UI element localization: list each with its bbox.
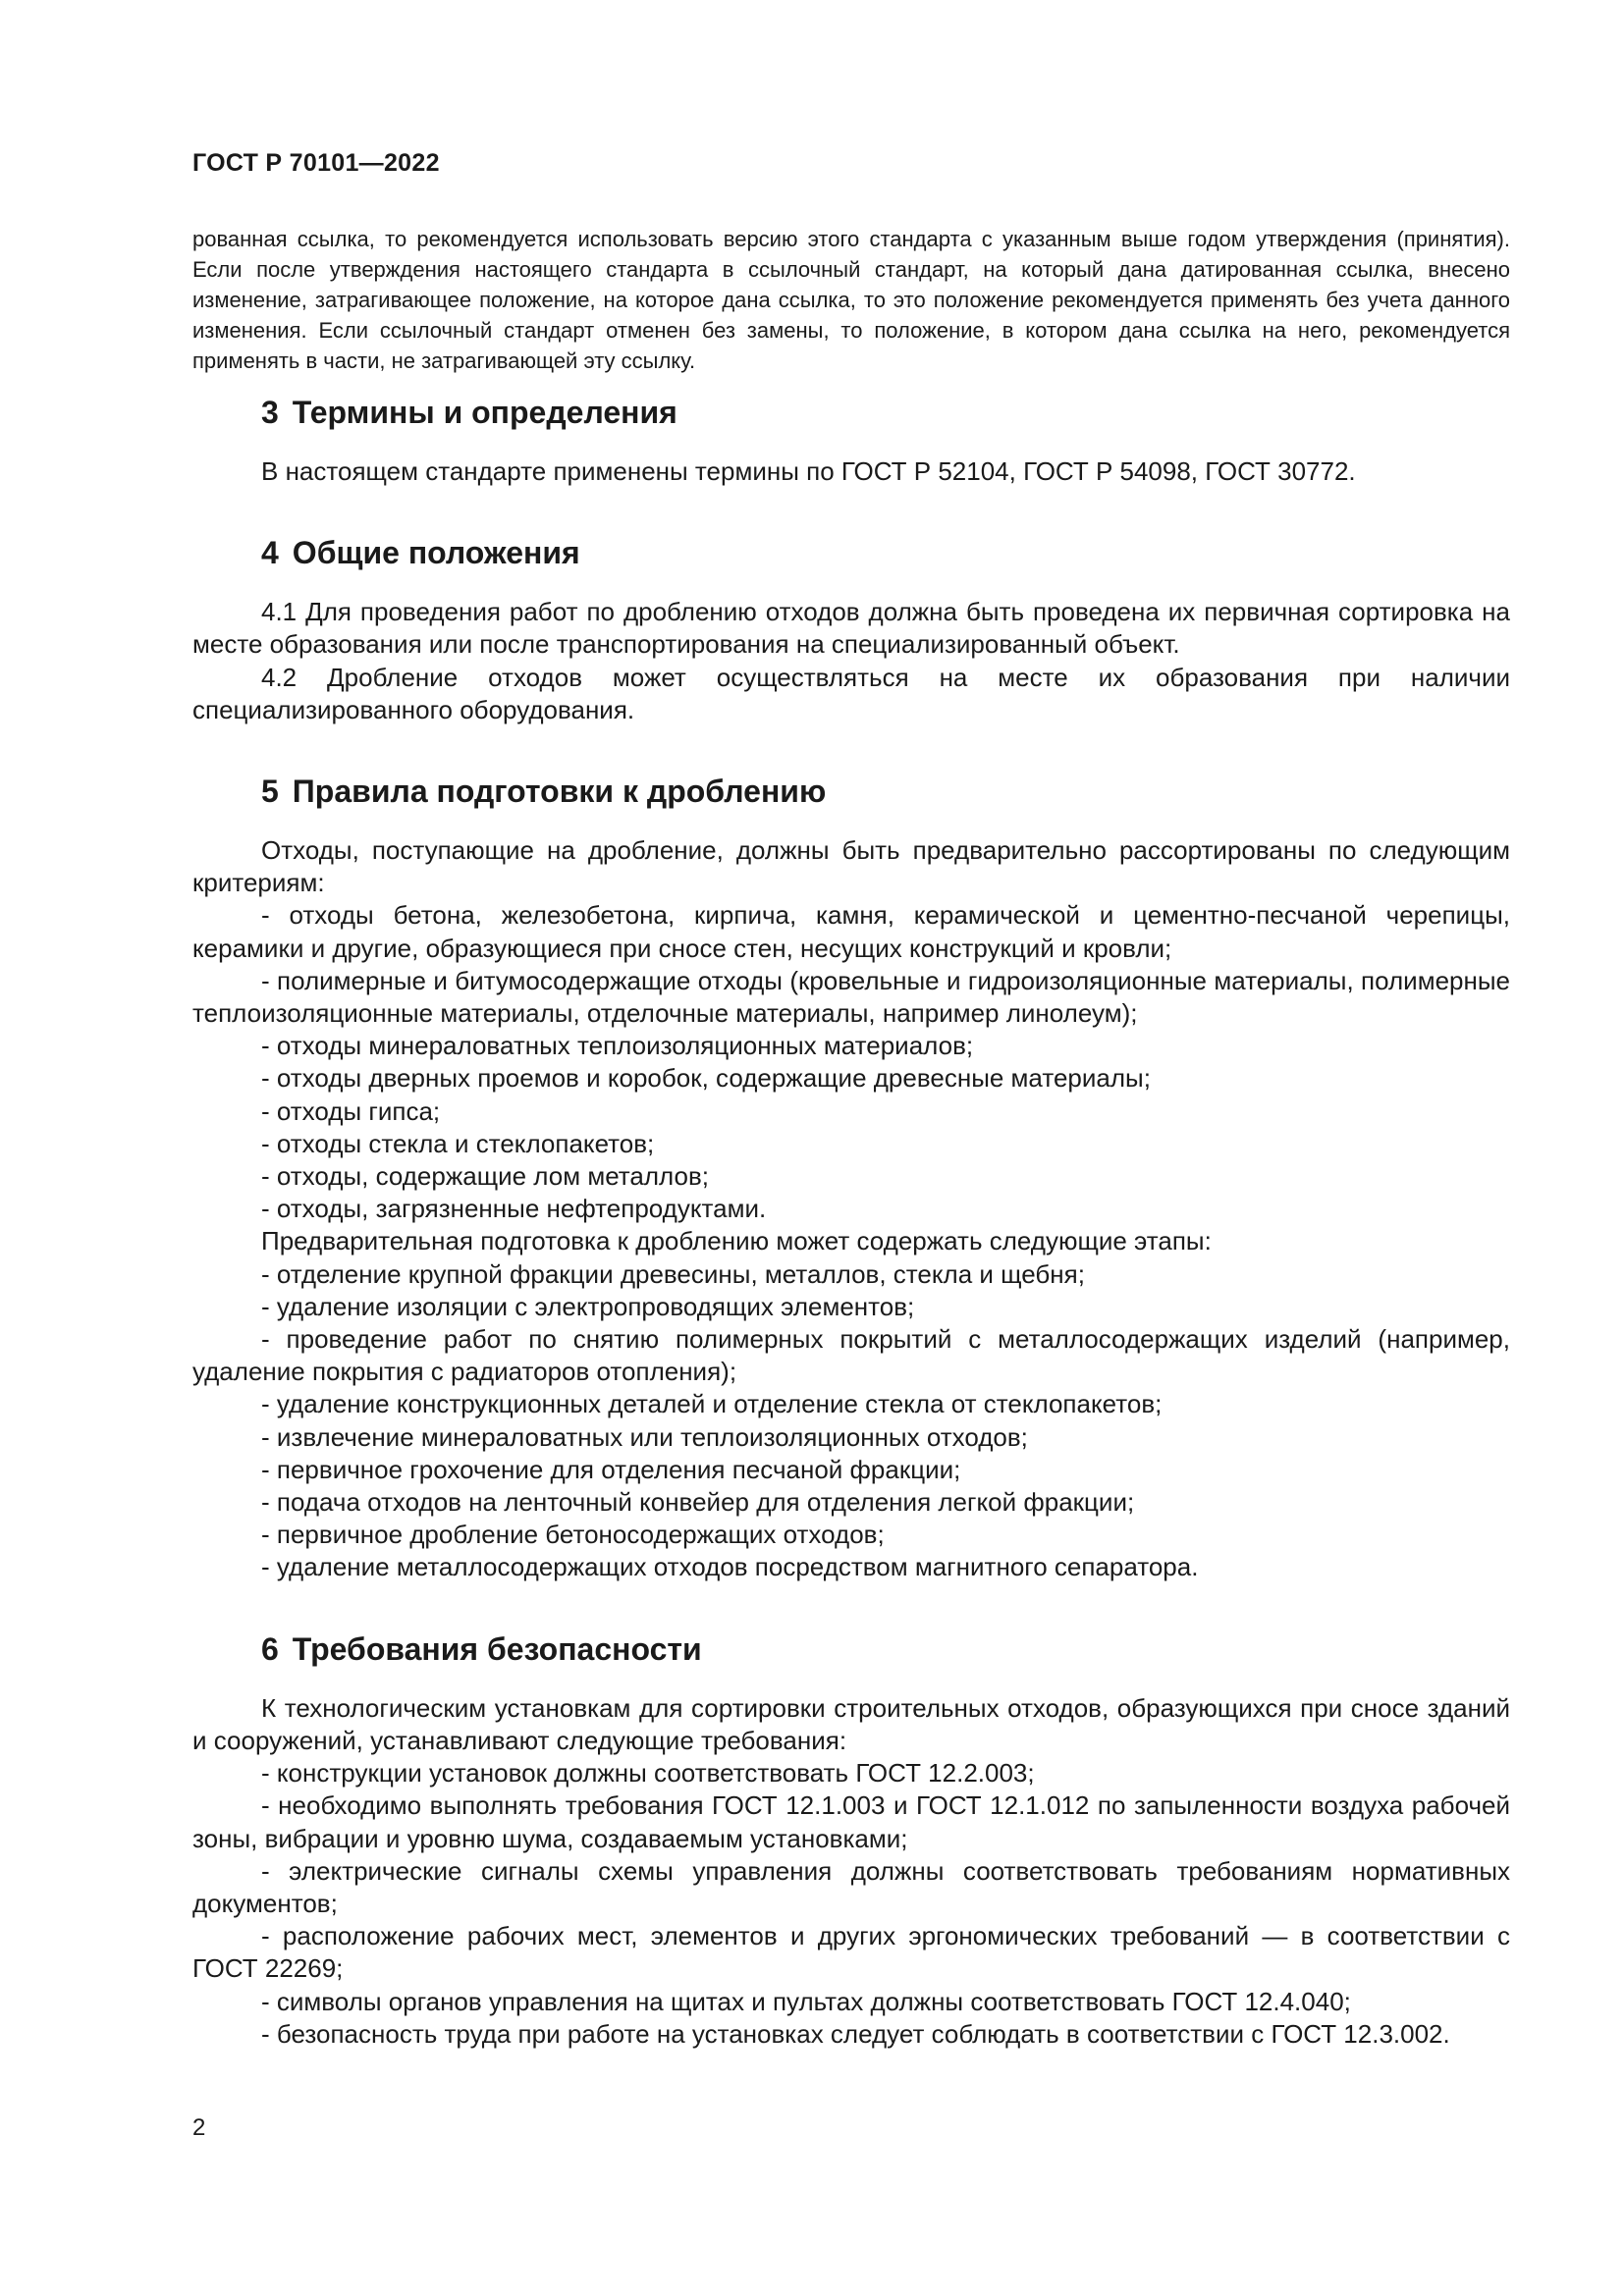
section-title — [261, 1629, 1510, 1669]
list-item: - отходы, загрязненные нефтепродуктами. — [261, 1194, 767, 1224]
list-item: - отходы стекла и стеклопакетов; — [261, 1128, 655, 1158]
list-item: - первичное грохочение для отделения песчаной фракции; — [261, 1454, 961, 1484]
list-item: - отделение крупной фракции древесины, металлов, стекла и щебня; — [261, 1258, 1085, 1289]
list-item: - электрические сигналы схемы управления должны соответствовать требованиям нормативных документов; — [192, 1855, 1510, 1918]
section-number: 4 — [261, 535, 279, 571]
paragraph: 4.1 Для проведения работ по дроблению отходов должна быть проведена их первичная сортировка на месте образования или после транспортирования на специализированный объект. — [192, 597, 1510, 660]
section-heading: Общие положения — [292, 535, 580, 571]
paragraph: К технологическим установкам для сортировки строительных отходов, образующихся при сносе зданий и сооружений, устанавливают следующие требования: — [192, 1692, 1510, 1755]
section-number: 3 — [261, 395, 279, 430]
list-item: - безопасность труда при работе на установках следует соблюдать в соответствии с ГОСТ 12.3.002. — [261, 2018, 1450, 2049]
list-item: - удаление конструкционных деталей и отделение стекла от стеклопакетов; — [261, 1389, 1163, 1419]
page-number: 2 — [192, 2114, 206, 2141]
list-item: - удаление металлосодержащих отходов посредством магнитного сепаратора. — [261, 1552, 1199, 1582]
paragraph: Предварительная подготовка к дроблению может содержать следующие этапы: — [261, 1226, 1212, 1256]
list-item: - конструкции установок должны соответствовать ГОСТ 12.2.003; — [261, 1758, 1035, 1789]
list-item: - отходы дверных проемов и коробок, содержащие древесные материалы; — [261, 1063, 1151, 1094]
main-content — [192, 393, 1510, 2051]
list-item: - необходимо выполнять требования ГОСТ 12.1.003 и ГОСТ 12.1.012 по запыленности воздуха рабочей зоны, вибрации и уровню шума, создаваемым установками; — [192, 1790, 1510, 1853]
section-5 — [192, 772, 1510, 1584]
section-6 — [192, 1629, 1510, 2051]
list-item: - символы органов управления на щитах и пультах должны соответствовать ГОСТ 12.4.040; — [261, 1986, 1351, 2016]
list-item: - удаление изоляции с электропроводящих элементов; — [261, 1291, 915, 1321]
intro-continuation — [192, 224, 1510, 376]
list-item: - отходы бетона, железобетона, кирпича, камня, керамической и цементно-песчаной черепицы, керамики и другие, образующиеся при сносе стен, несущих конструкций и кровли; — [192, 900, 1510, 963]
paragraph: В настоящем стандарте применены термины по ГОСТ Р 52104, ГОСТ Р 54098, ГОСТ 30772. — [261, 456, 1356, 486]
section-title — [261, 393, 1510, 432]
document-code-header: ГОСТ Р 70101—2022 — [192, 149, 440, 177]
section-title — [261, 772, 1510, 811]
section-number: 5 — [261, 774, 279, 810]
section-title — [261, 533, 1510, 572]
list-item: - проведение работ по снятию полимерных покрытий с металлосодержащих изделий (например, удаление покрытия с радиаторов отопления); — [192, 1324, 1510, 1387]
list-item: - полимерные и битумосодержащие отходы (кровельные и гидроизоляционные материалы, полимерные теплоизоляционные материалы, отделочные материалы, например линолеум); — [192, 965, 1510, 1029]
section-heading: Правила подготовки к дроблению — [292, 774, 827, 810]
section-heading: Требования безопасности — [292, 1630, 702, 1667]
list-item: - отходы, содержащие лом металлов; — [261, 1161, 710, 1192]
section-number: 6 — [261, 1630, 279, 1667]
paragraph: Отходы, поступающие на дробление, должны быть предварительно рассортированы по следующим критериям: — [192, 835, 1510, 898]
list-item: - расположение рабочих мест, элементов и других эргономических требований — в соответствии с ГОСТ 22269; — [192, 1921, 1510, 1984]
list-item: - отходы гипса; — [261, 1095, 441, 1126]
list-item: - извлечение минераловатных или теплоизоляционных отходов; — [261, 1421, 1028, 1452]
list-item: - подача отходов на ленточный конвейер для отделения легкой фракции; — [261, 1487, 1135, 1518]
section-heading: Термины и определения — [292, 395, 677, 430]
paragraph: 4.2 Дробление отходов может осуществляться на месте их образования при наличии специализированного оборудования. — [192, 662, 1510, 724]
intro-paragraph: рованная ссылка, то рекомендуется использовать версию этого стандарта с указанным выше годом утверждения (принятия). Если после утверждения настоящего стандарта в ссылочный стандарт, на который дана датированная ссылка, внесено изменение, затрагивающее положение, на которое дана ссылка, то это положение рекомендуется применять без учета данного изменения. Если ссылочный стандарт отменен без замены, то положение, в котором дана ссылка на него, рекомендуется применять в части, не затрагивающей эту ссылку. — [192, 227, 1510, 373]
section-4 — [192, 533, 1510, 726]
list-item: - первичное дробление бетоносодержащих отходов; — [261, 1520, 885, 1550]
section-3 — [192, 393, 1510, 488]
list-item: - отходы минераловатных теплоизоляционных материалов; — [261, 1031, 974, 1061]
